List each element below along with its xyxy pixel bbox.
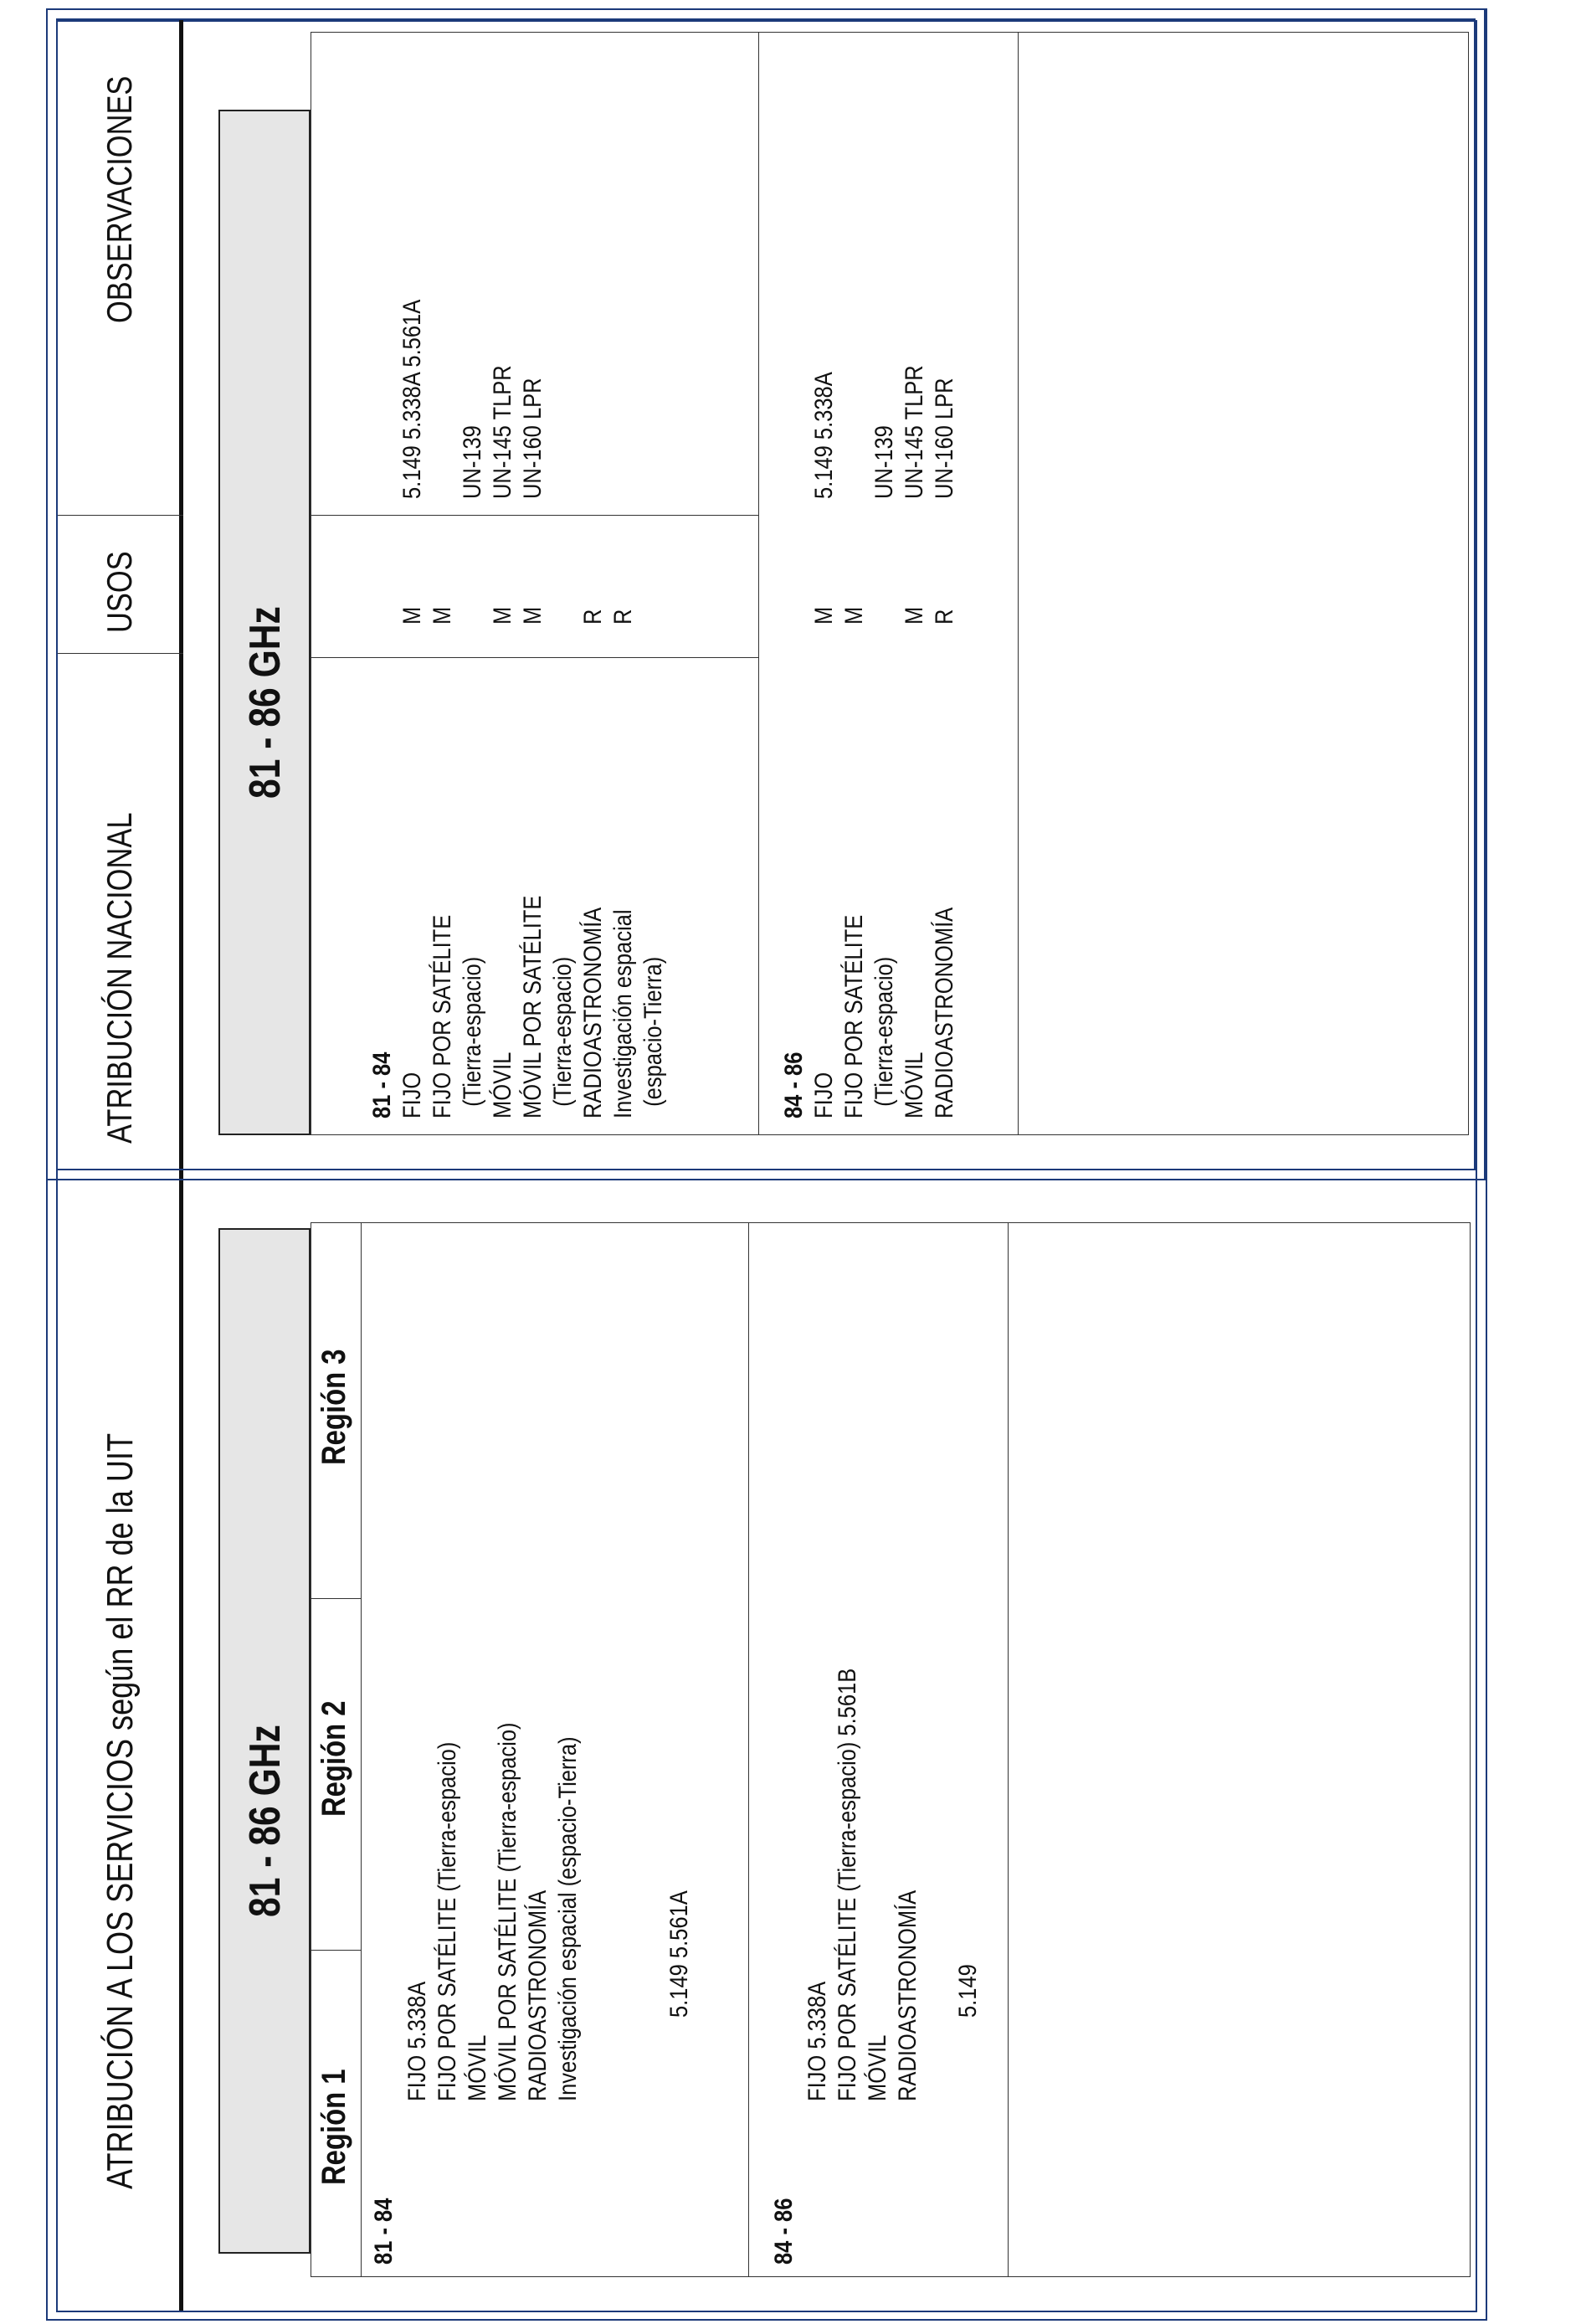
- nat-block2-uso-5: R: [931, 609, 958, 625]
- nat-block2-range: 84 - 86: [780, 1051, 808, 1118]
- region-2-header: Región 2: [316, 1700, 352, 1817]
- nat-block1-obs-5: UN-160 LPR: [519, 378, 547, 499]
- nat-block1-uso-8: R: [609, 609, 637, 625]
- nat-block1-obs-4: UN-145 TLPR: [489, 365, 516, 499]
- nat-block1-service-8: Investigación espacial: [609, 909, 637, 1118]
- itu-block1-service-2: FIJO POR SATÉLITE (Tierra-espacio): [434, 1741, 461, 2101]
- nat-block1-service-7: RADIOASTRONOMÍA: [579, 907, 607, 1118]
- itu-allocation-table: [311, 1222, 1471, 2277]
- nat-block1-service-2: FIJO POR SATÉLITE: [429, 914, 456, 1118]
- itu-block2-service-2: FIJO POR SATÉLITE (Tierra-espacio) 5.561B: [834, 1668, 861, 2101]
- national-band-bar: [218, 110, 311, 1135]
- nat-block2-service-2: FIJO POR SATÉLITE: [840, 914, 868, 1118]
- nat-block2-service-4: MÓVIL: [901, 1051, 928, 1118]
- nat-block2-uso-1: M: [810, 606, 838, 625]
- itu-block2-footnote: 5.149: [954, 1964, 982, 2018]
- nat-block2-uso-4: M: [901, 606, 928, 625]
- nat-block1-service-3: (Tierra-espacio): [459, 956, 486, 1118]
- usos-head-title: USOS: [100, 551, 139, 633]
- itu-block1-service-6: Investigación espacial (espacio-Tierra): [554, 1736, 582, 2101]
- itu-block1-service-1: FIJO 5.338A: [403, 1981, 431, 2101]
- nat-block2-service-3: (Tierra-espacio): [870, 956, 898, 1118]
- nat-block1-range: 81 - 84: [368, 1051, 396, 1118]
- nat-block1-service-6: (Tierra-espacio): [549, 956, 577, 1118]
- itu-block1-service-5: RADIOASTRONOMÍA: [524, 1890, 552, 2101]
- itu-block2-service-4: RADIOASTRONOMÍA: [894, 1890, 921, 2101]
- itu-block1-service-3: MÓVIL: [464, 2034, 491, 2101]
- itu-title: ATRIBUCIÓN A LOS SERVICIOS según el RR de la UIT: [100, 1433, 141, 2189]
- nat-block1-uso-5: M: [519, 606, 547, 625]
- nat-block1-service-9: (espacio-Tierra): [639, 956, 667, 1118]
- itu-band-label: 81 - 86 GHz: [241, 1725, 290, 1917]
- nat-block2-obs-5: UN-160 LPR: [931, 378, 958, 499]
- nat-block2-obs-1: 5.149 5.338A: [810, 372, 838, 499]
- itu-block2-service-1: FIJO 5.338A: [803, 1981, 831, 2101]
- nat-block1-uso-2: M: [429, 606, 456, 625]
- national-header: [58, 20, 183, 1169]
- national-band-label: 81 - 86 GHz: [241, 606, 290, 799]
- nat-block1-uso-7: R: [579, 609, 607, 625]
- itu-band-bar: [218, 1228, 311, 2254]
- nat-block1-service-1: FIJO: [398, 1072, 426, 1118]
- region-1-header: Región 1: [316, 2069, 352, 2185]
- nat-block2-uso-2: M: [840, 606, 868, 625]
- nat-block1-obs-1: 5.149 5.338A 5.561A: [398, 299, 426, 499]
- itu-block2-range: 84 - 86: [770, 2198, 798, 2265]
- itu-block2-service-3: MÓVIL: [864, 2034, 891, 2101]
- national-inner-frame: [56, 18, 1476, 1170]
- region-3-header: Región 3: [316, 1349, 352, 1465]
- nat-block1-uso-4: M: [489, 606, 516, 625]
- nat-block1-obs-3: UN-139: [459, 425, 486, 499]
- nat-block1-service-4: MÓVIL: [489, 1051, 516, 1118]
- observaciones-head-title: OBSERVACIONES: [100, 75, 139, 323]
- nat-block2-service-5: RADIOASTRONOMÍA: [931, 907, 958, 1118]
- nat-block1-service-5: MÓVIL POR SATÉLITE: [519, 895, 547, 1118]
- itu-block1-service-4: MÓVIL POR SATÉLITE (Tierra-espacio): [494, 1722, 521, 2101]
- national-allocation-panel: [46, 8, 1487, 1180]
- nat-block2-obs-4: UN-145 TLPR: [901, 365, 928, 499]
- nat-block2-service-1: FIJO: [810, 1072, 838, 1118]
- nat-block2-obs-3: UN-139: [870, 425, 898, 499]
- itu-block1-footnote: 5.149 5.561A: [665, 1890, 693, 2018]
- national-head-title: ATRIBUCIÓN NACIONAL: [100, 812, 139, 1144]
- nat-block1-uso-1: M: [398, 606, 426, 625]
- itu-block1-range: 81 - 84: [370, 2198, 398, 2265]
